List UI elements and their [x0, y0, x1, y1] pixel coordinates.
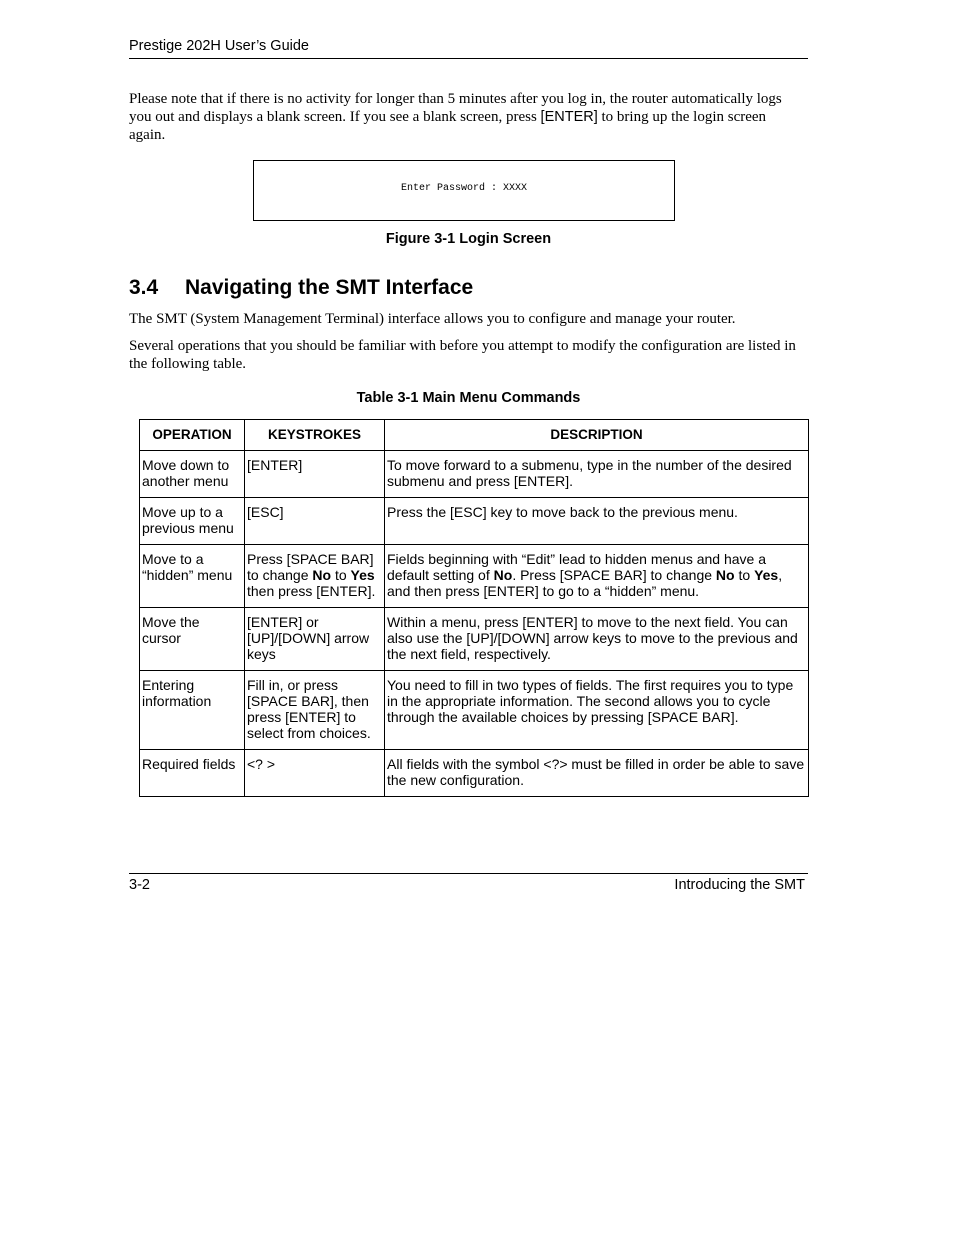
- section-heading: [129, 275, 473, 301]
- description-cell: Within a menu, press [ENTER] to move to the next field. You can also use the [UP]/[DOWN] arrow keys to move to the previous and the next field, respectively.: [385, 608, 809, 671]
- chapter-title: Introducing the SMT: [674, 877, 805, 893]
- keystrokes-cell: Fill in, or press [SPACE BAR], then press [ENTER] to select from choices.: [245, 671, 385, 750]
- column-header-operation: OPERATION: [140, 420, 245, 451]
- keystrokes-cell: [ENTER]: [245, 451, 385, 498]
- table-row: [140, 545, 809, 608]
- table-row: [140, 608, 809, 671]
- keystrokes-text: then press [ENTER].: [247, 583, 376, 599]
- description-text: to: [734, 567, 755, 583]
- description-text: Fields beginning with “Edit” lead to hidden menus and have a default setting of: [387, 551, 767, 583]
- operation-cell: Required fields: [140, 750, 245, 797]
- table-row: [140, 451, 809, 498]
- description-text: , and then press [ENTER] to go to a “hidden” menu.: [387, 567, 783, 599]
- column-header-keystrokes: KEYSTROKES: [245, 420, 385, 451]
- section-title: Navigating the SMT Interface: [185, 276, 474, 299]
- login-screen-figure: [253, 160, 675, 221]
- keystrokes-cell: <? >: [245, 750, 385, 797]
- description-bold: Yes: [754, 567, 779, 583]
- description-cell: All fields with the symbol <?> must be filled in order be able to save the new configuration.: [385, 750, 809, 797]
- figure-caption: Figure 3-1 Login Screen: [385, 231, 552, 247]
- operation-cell: Entering information: [140, 671, 245, 750]
- description-cell: You need to fill in two types of fields. The first requires you to type in the appropriate information. The second allows you to cycle through the available choices by pressing [SPACE BAR].: [385, 671, 809, 750]
- intro-text-before: Please note that if there is no activity for longer than 5 minutes after you log in, the router automatically logs you out and displays a blank screen. If you see a blank screen, press: [129, 91, 782, 125]
- page-number: 3-2: [129, 877, 150, 893]
- operation-cell: Move the cursor: [140, 608, 245, 671]
- description-bold: No: [715, 567, 735, 583]
- intro-key: [ENTER]: [540, 109, 598, 125]
- keystrokes-bold: No: [312, 567, 332, 583]
- table-header-row: [140, 420, 809, 451]
- page-header: [129, 37, 808, 59]
- operation-cell: Move to a “hidden” menu: [140, 545, 245, 608]
- description-cell: Press the [ESC] key to move back to the previous menu.: [385, 498, 809, 545]
- intro-text-after: to bring up the login screen again.: [129, 109, 767, 143]
- section-paragraph-2: Several operations that you should be familiar with before you attempt to modify the configuration are listed in the following table.: [129, 338, 796, 372]
- keystrokes-cell: [ESC]: [245, 498, 385, 545]
- main-menu-commands-table: [139, 419, 809, 797]
- header-title: Prestige 202H User’s Guide: [129, 38, 309, 54]
- operation-cell: Move up to a previous menu: [140, 498, 245, 545]
- description-text: . Press [SPACE BAR] to change: [512, 567, 716, 583]
- password-prompt: Enter Password : XXXX: [400, 183, 528, 194]
- table-row: [140, 750, 809, 797]
- table-row: [140, 498, 809, 545]
- page-footer: [129, 873, 808, 893]
- intro-paragraph: [129, 90, 799, 144]
- keystrokes-text: Press [SPACE BAR] to change: [247, 551, 374, 583]
- keystrokes-cell: [ENTER] or [UP]/[DOWN] arrow keys: [245, 608, 385, 671]
- section-number: 3.4: [129, 276, 159, 299]
- keystrokes-cell: [245, 545, 385, 608]
- operation-cell: Move down to another menu: [140, 451, 245, 498]
- description-bold: No: [493, 567, 513, 583]
- keystrokes-bold: Yes: [350, 567, 375, 583]
- description-cell: To move forward to a submenu, type in the number of the desired submenu and press [ENTER].: [385, 451, 809, 498]
- keystrokes-text: to: [331, 567, 351, 583]
- section-paragraph-1: The SMT (System Management Terminal) interface allows you to configure and manage your router.: [129, 311, 736, 327]
- table-row: [140, 671, 809, 750]
- table-caption: Table 3-1 Main Menu Commands: [356, 390, 581, 406]
- description-cell: [385, 545, 809, 608]
- column-header-description: DESCRIPTION: [385, 420, 809, 451]
